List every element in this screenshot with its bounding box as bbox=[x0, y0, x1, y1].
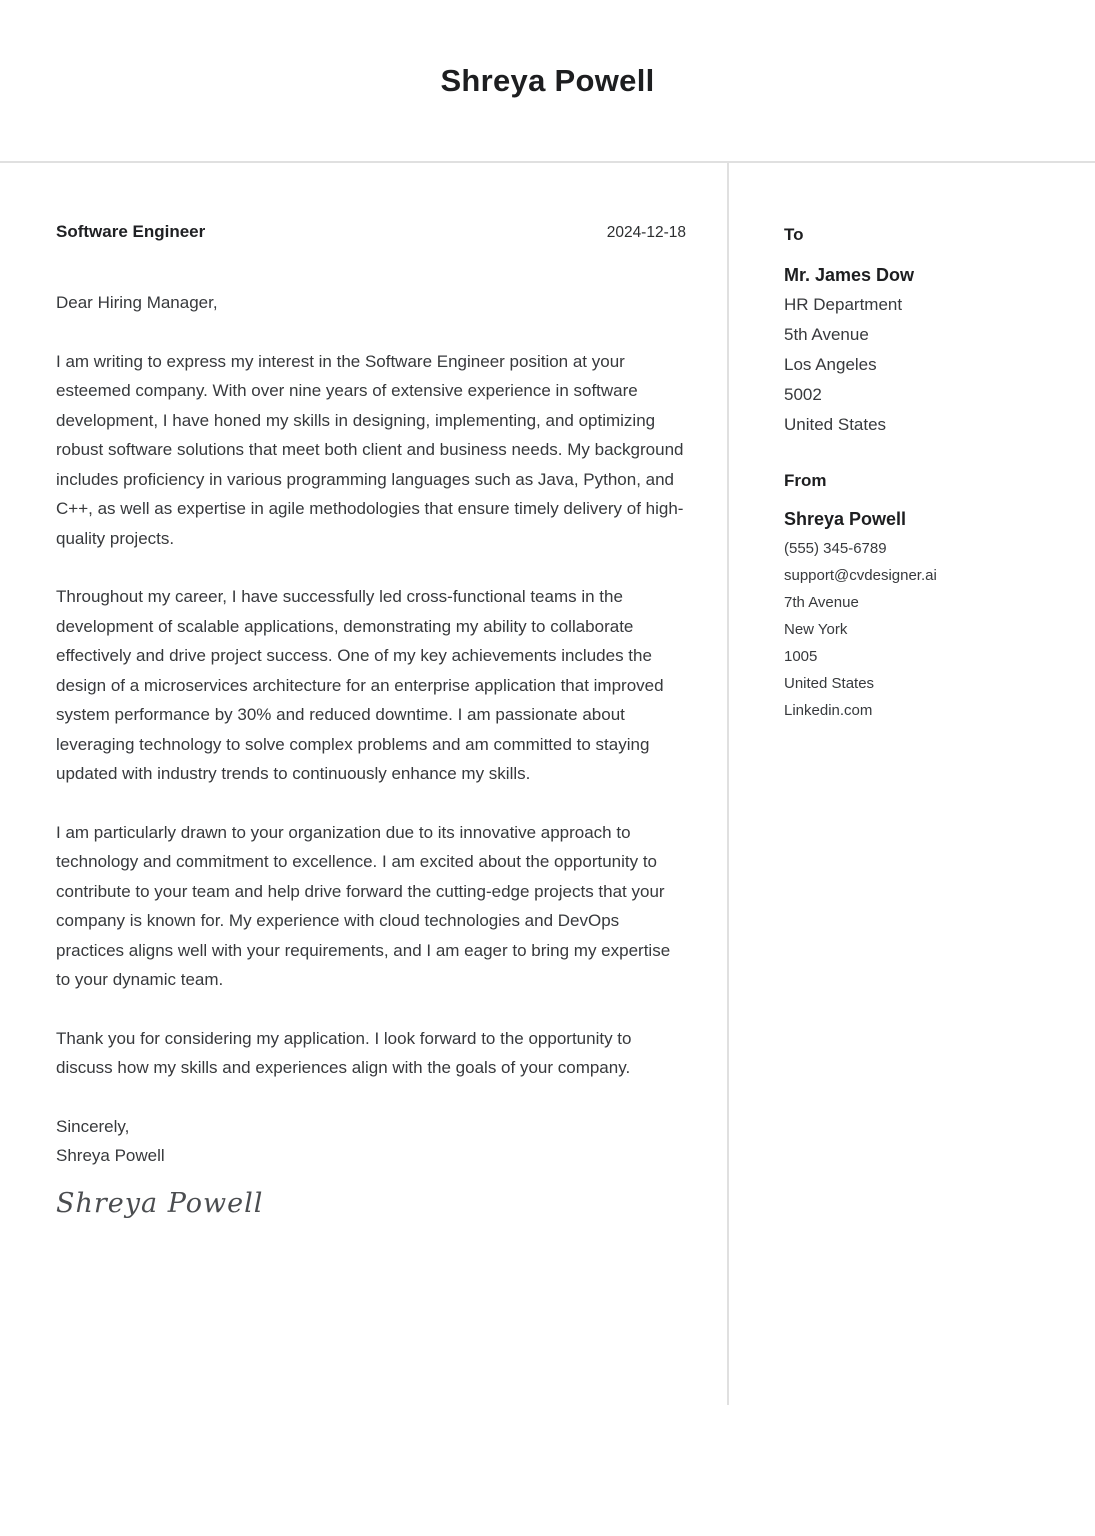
job-title: Software Engineer bbox=[56, 222, 206, 241]
handwritten-signature: Shreya Powell bbox=[56, 1187, 264, 1219]
recipient-address-line: 5002 bbox=[784, 385, 822, 404]
contact-sidebar bbox=[784, 163, 1074, 724]
to-heading: To bbox=[784, 225, 804, 244]
to-section bbox=[784, 225, 1074, 440]
sender-linkedin: Linkedin.com bbox=[784, 702, 873, 719]
letter-head-row bbox=[56, 222, 686, 242]
sender-address-line: United States bbox=[784, 675, 875, 692]
sender-address-line: 1005 bbox=[784, 648, 818, 665]
from-section bbox=[784, 471, 1074, 724]
letter-date: 2024-12-18 bbox=[606, 224, 686, 241]
vertical-divider bbox=[727, 163, 729, 1405]
recipient-address-line: HR Department bbox=[784, 295, 903, 314]
sender-email: support@cvdesigner.ai bbox=[784, 567, 937, 584]
sender-address-line: 7th Avenue bbox=[784, 594, 859, 611]
closing-word: Sincerely, bbox=[56, 1116, 130, 1136]
sender-phone: (555) 345-6789 bbox=[784, 540, 887, 557]
recipient-address-line: United States bbox=[784, 415, 887, 434]
from-heading: From bbox=[784, 471, 827, 490]
sender-name: Shreya Powell bbox=[784, 509, 907, 529]
recipient-address-line: Los Angeles bbox=[784, 355, 877, 374]
sender-address-line: New York bbox=[784, 621, 848, 638]
recipient-address-line: 5th Avenue bbox=[784, 325, 869, 344]
page-header bbox=[0, 0, 1095, 161]
candidate-name-title: Shreya Powell bbox=[440, 63, 655, 98]
content-area bbox=[0, 163, 1095, 1405]
closing-name: Shreya Powell bbox=[56, 1146, 165, 1165]
letter-paragraph: Throughout my career, I have successfully led cross-functional teams in the development of scalable applications, demonstrating my ability to collaborate effectively and drive project success. One of my key achievements includes the design of a microservices architecture for an enterprise application that improved system performance by 30% and reduced downtime. I am passionate about leveraging technology to solve complex problems and am committed to staying updated with industry trends to continuously enhance my skills. bbox=[56, 587, 664, 783]
salutation: Dear Hiring Manager, bbox=[56, 293, 218, 312]
letter-paragraph: Thank you for considering my application. I look forward to the opportunity to discuss how my skills and experiences align with the goals of your company. bbox=[56, 1028, 632, 1077]
recipient-name: Mr. James Dow bbox=[784, 265, 915, 285]
letter-paragraph: I am writing to express my interest in the Software Engineer position at your esteemed company. With over nine years of extensive experience in software development, I have honed my skills in designing, implementing, and optimizing robust software solutions that meet both client and business needs. My background includes proficiency in various programming languages such as Java, Python, and C++, as well as expertise in agile methodologies that ensure timely delivery of high-quality projects. bbox=[56, 351, 684, 548]
letter-paragraph: I am particularly drawn to your organization due to its innovative approach to technology and commitment to excellence. I am excited about the opportunity to contribute to your team and help drive forward the cutting-edge projects that your company is known for. My experience with cloud technologies and DevOps practices aligns well with your requirements, and I am eager to bring my expertise to your dynamic team. bbox=[56, 822, 671, 989]
closing-block bbox=[56, 1112, 686, 1171]
letter-body-column bbox=[56, 163, 686, 1219]
